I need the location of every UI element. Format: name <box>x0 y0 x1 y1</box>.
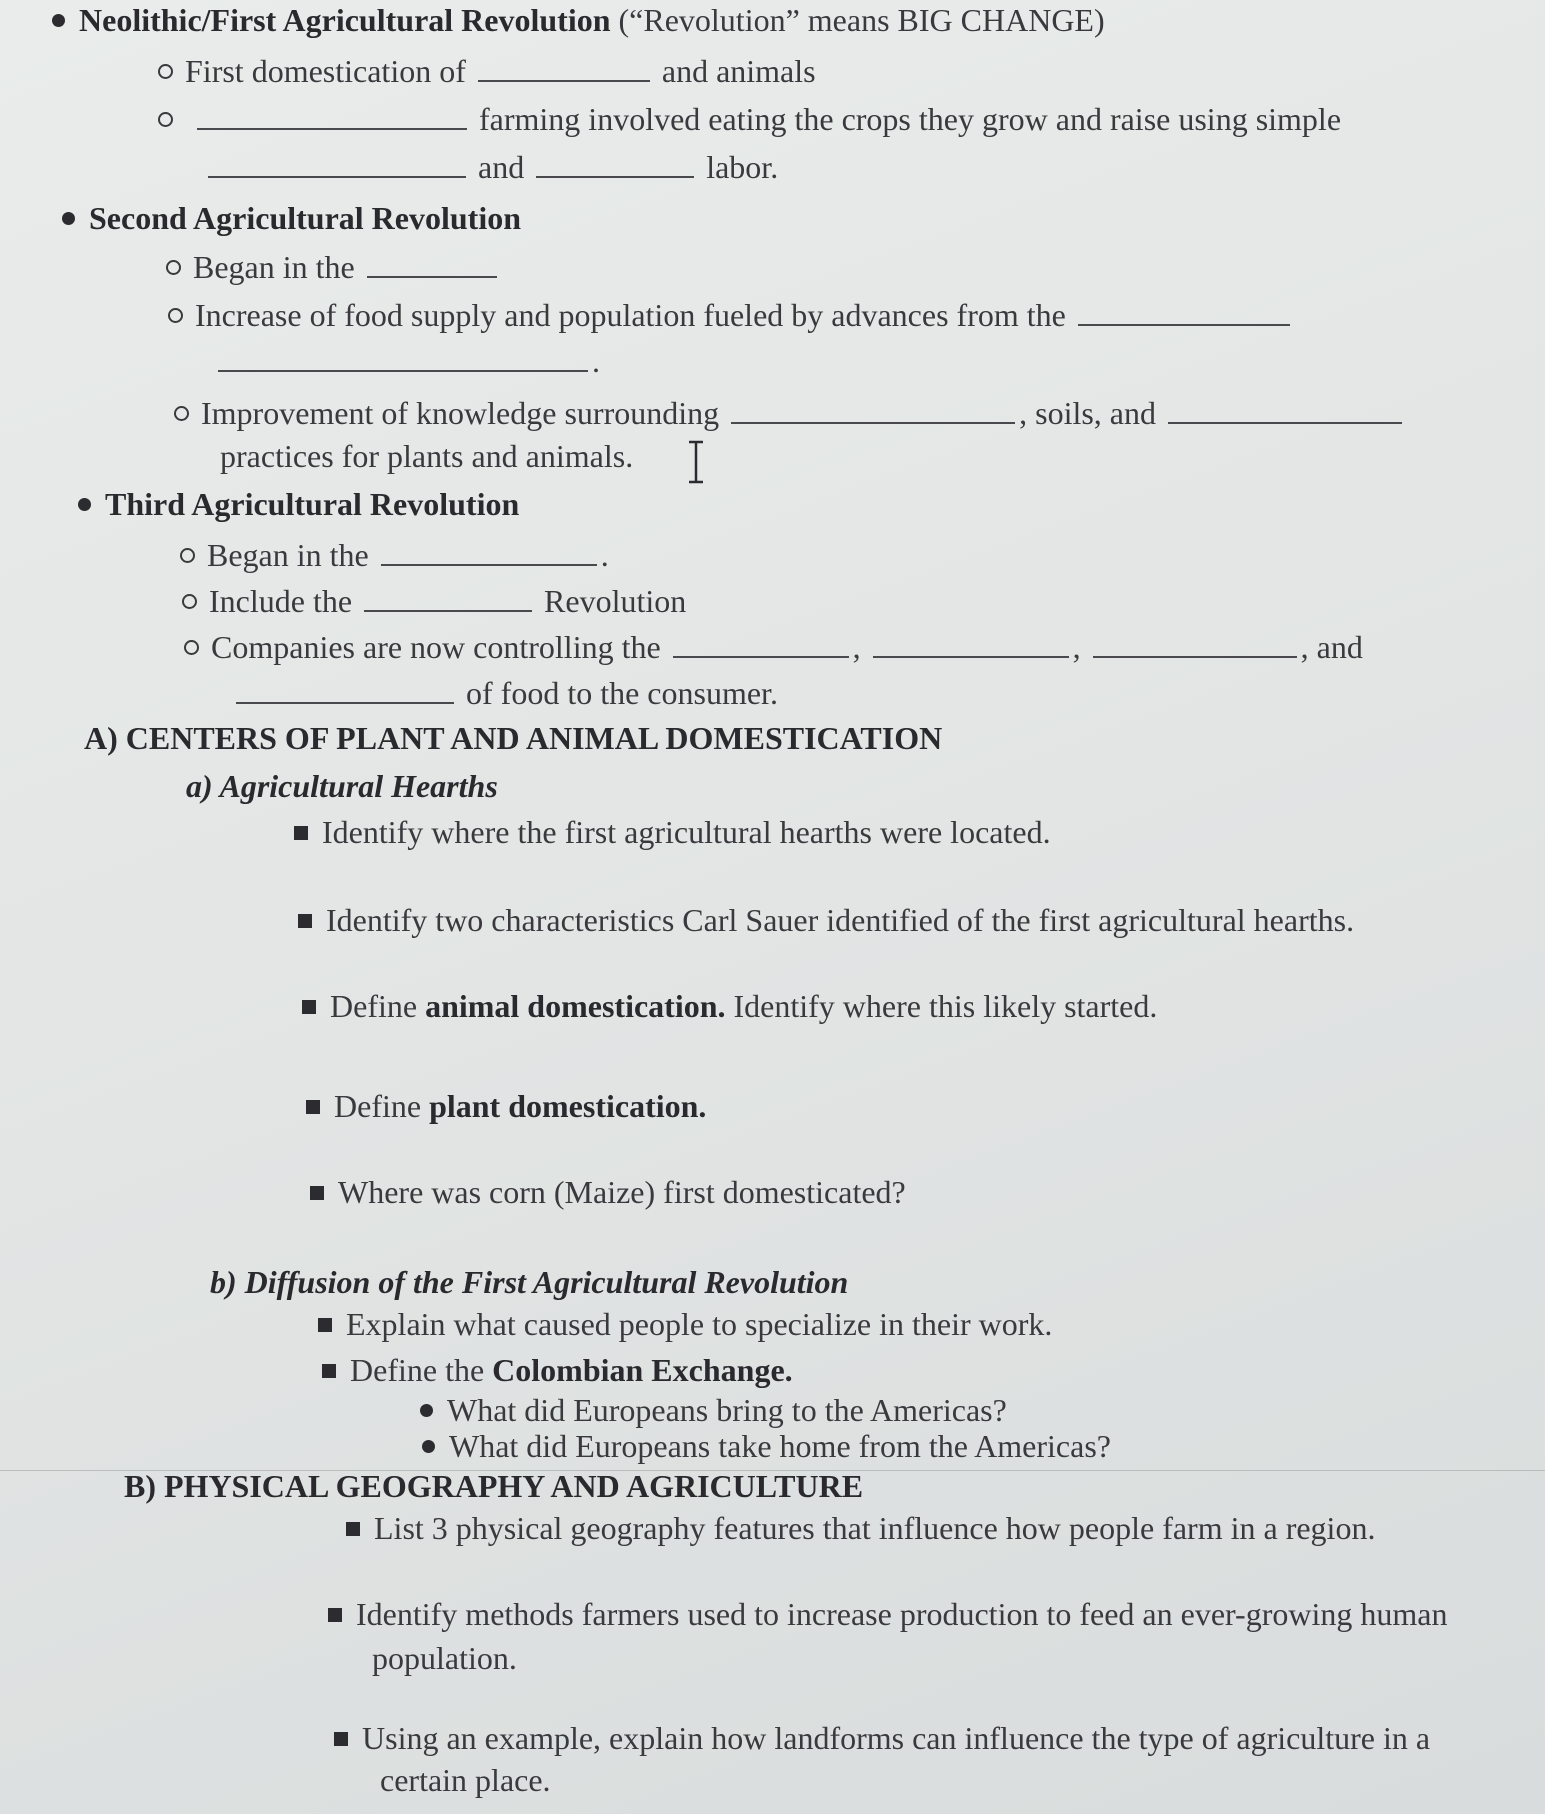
rev2-item3-mid: , soils, and <box>1019 395 1156 431</box>
rev2-item3-cont-text: practices for plants and animals. <box>220 438 634 474</box>
fill-blank[interactable] <box>381 534 597 566</box>
question-europeans-take <box>422 1426 1111 1466</box>
fill-blank[interactable] <box>208 146 466 178</box>
bullet-dot-icon <box>78 498 91 511</box>
question-text: Identify where the first agricultural hearths were located. <box>322 814 1051 850</box>
rev3-item3-sep: , <box>852 629 861 665</box>
fill-blank[interactable] <box>1078 294 1290 326</box>
bullet-square-icon <box>328 1608 342 1622</box>
rev3-item2 <box>182 580 686 621</box>
fill-blank[interactable] <box>218 340 588 372</box>
bullet-square-icon <box>334 1732 348 1746</box>
bullet-square-icon <box>346 1522 360 1536</box>
bullet-circle-icon <box>158 112 173 127</box>
question-colombian-exchange <box>322 1350 793 1390</box>
bullet-square-icon <box>298 914 312 928</box>
fill-blank[interactable] <box>536 146 694 178</box>
bullet-circle-icon <box>184 640 199 655</box>
rev2-item2-end: . <box>592 343 600 379</box>
bullet-square-icon <box>294 826 308 840</box>
question-europeans-bring <box>420 1390 1007 1430</box>
bullet-square-icon <box>306 1100 320 1114</box>
bullet-square-icon <box>322 1364 336 1378</box>
question-text: Explain what caused people to specialize in their work. <box>346 1306 1053 1342</box>
rev1-item2-mid: and <box>478 149 525 185</box>
rev1-item2 <box>158 98 1341 139</box>
rev1-item2-cont <box>204 146 778 187</box>
rev3-item3-and: , and <box>1300 629 1363 665</box>
fill-blank[interactable] <box>731 392 1015 424</box>
fill-blank[interactable] <box>673 626 849 658</box>
bullet-circle-icon <box>182 594 197 609</box>
question-text: Identify two characteristics Carl Sauer identified of the first agricultural hearths. <box>326 902 1355 938</box>
question-methods <box>328 1594 1447 1634</box>
question-physical-features <box>346 1508 1375 1548</box>
rev3-item2-post: Revolution <box>544 583 687 619</box>
bullet-circle-icon <box>158 64 173 79</box>
bullet-dot-icon <box>422 1440 435 1453</box>
question-text: Where was corn (Maize) first domesticated? <box>338 1174 906 1210</box>
fill-blank[interactable] <box>197 98 467 130</box>
rev3-heading <box>78 484 519 524</box>
question-term: animal domestication. <box>425 988 726 1024</box>
question-methods-cont: population. <box>372 1640 517 1676</box>
rev3-item1-end: . <box>600 537 609 573</box>
rev3-item3 <box>184 626 1363 667</box>
rev3-item2-text: Include the <box>209 583 353 619</box>
rev3-item3-cont <box>232 672 778 713</box>
fill-blank[interactable] <box>367 246 497 278</box>
question-hearths-location <box>294 812 1051 852</box>
question-landforms-cont: certain place. <box>380 1762 551 1798</box>
question-text: Identify methods farmers used to increase production to feed an ever-growing human <box>356 1596 1448 1632</box>
section-b-heading: B) PHYSICAL GEOGRAPHY AND AGRICULTURE <box>124 1468 864 1504</box>
rev2-item1 <box>166 246 501 287</box>
bullet-dot-icon <box>420 1404 433 1417</box>
rev2-item2-cont <box>214 340 600 381</box>
question-landforms <box>334 1718 1430 1758</box>
question-maize <box>310 1172 906 1212</box>
bullet-circle-icon <box>174 406 189 421</box>
rev2-item1-text: Began in the <box>193 249 355 285</box>
question-text: Define <box>334 1088 422 1124</box>
rev1-item1 <box>158 50 816 91</box>
rev1-title: Neolithic/First Agricultural Revolution <box>79 2 611 38</box>
fill-blank[interactable] <box>1168 392 1402 424</box>
rev2-item3-cont <box>220 436 633 476</box>
question-text: Using an example, explain how landforms can influence the type of agriculture in a <box>362 1720 1431 1756</box>
section-a-sub-b: b) Diffusion of the First Agricultural Revolution <box>210 1264 849 1300</box>
question-text: List 3 physical geography features that influence how people farm in a region. <box>374 1510 1376 1546</box>
question-term: Colombian Exchange. <box>492 1352 793 1388</box>
question-specialize <box>318 1304 1052 1344</box>
rev3-item1-text: Began in the <box>207 537 369 573</box>
question-plant-domestication <box>306 1086 706 1126</box>
rev2-item2-text: Increase of food supply and population fueled by advances from the <box>195 297 1066 333</box>
bullet-square-icon <box>310 1186 324 1200</box>
question-text: Define <box>330 988 418 1024</box>
rev2-item3 <box>174 392 1406 433</box>
rev1-item1-post: and animals <box>661 53 816 89</box>
rev2-item3-text: Improvement of knowledge surrounding <box>201 395 720 431</box>
question-text: What did Europeans bring to the Americas? <box>447 1392 1007 1428</box>
bullet-dot-icon <box>52 14 65 27</box>
fill-blank[interactable] <box>236 672 454 704</box>
bullet-circle-icon <box>166 260 181 275</box>
question-text: Identify where this likely started. <box>733 988 1158 1024</box>
rev1-item2-end: labor. <box>706 149 779 185</box>
rev3-item3-cont-text: of food to the consumer. <box>466 675 778 711</box>
fill-blank[interactable] <box>364 580 532 612</box>
bullet-circle-icon <box>168 308 183 323</box>
rev1-note: (“Revolution” means BIG CHANGE) <box>618 2 1105 38</box>
question-sauer-characteristics <box>298 900 1354 940</box>
rev2-title: Second Agricultural Revolution <box>89 200 522 236</box>
rev2-item2 <box>168 294 1294 335</box>
question-text: What did Europeans take home from the Americas? <box>449 1428 1111 1464</box>
rev3-item3-text: Companies are now controlling the <box>211 629 661 665</box>
rev1-item2-text: farming involved eating the crops they grow and raise using simple <box>479 101 1342 137</box>
rev1-item1-text: First domestication of <box>185 53 466 89</box>
bullet-square-icon <box>302 1000 316 1014</box>
fill-blank[interactable] <box>1093 626 1297 658</box>
section-a-sub-a: a) Agricultural Hearths <box>186 768 498 804</box>
rev3-item1 <box>180 534 609 575</box>
question-animal-domestication <box>302 986 1157 1026</box>
question-term: plant domestication. <box>429 1088 707 1124</box>
text-cursor-icon <box>686 440 706 484</box>
bullet-dot-icon <box>62 212 75 225</box>
question-text: Define the <box>350 1352 485 1388</box>
rev3-item3-sep: , <box>1072 629 1081 665</box>
bullet-circle-icon <box>180 548 195 563</box>
rev3-title: Third Agricultural Revolution <box>105 486 520 522</box>
rev1-heading <box>52 0 1105 40</box>
fill-blank[interactable] <box>478 50 650 82</box>
section-a-heading: A) CENTERS OF PLANT AND ANIMAL DOMESTICATION <box>84 720 943 756</box>
fill-blank[interactable] <box>873 626 1069 658</box>
bullet-square-icon <box>318 1318 332 1332</box>
rev2-heading <box>62 198 521 238</box>
